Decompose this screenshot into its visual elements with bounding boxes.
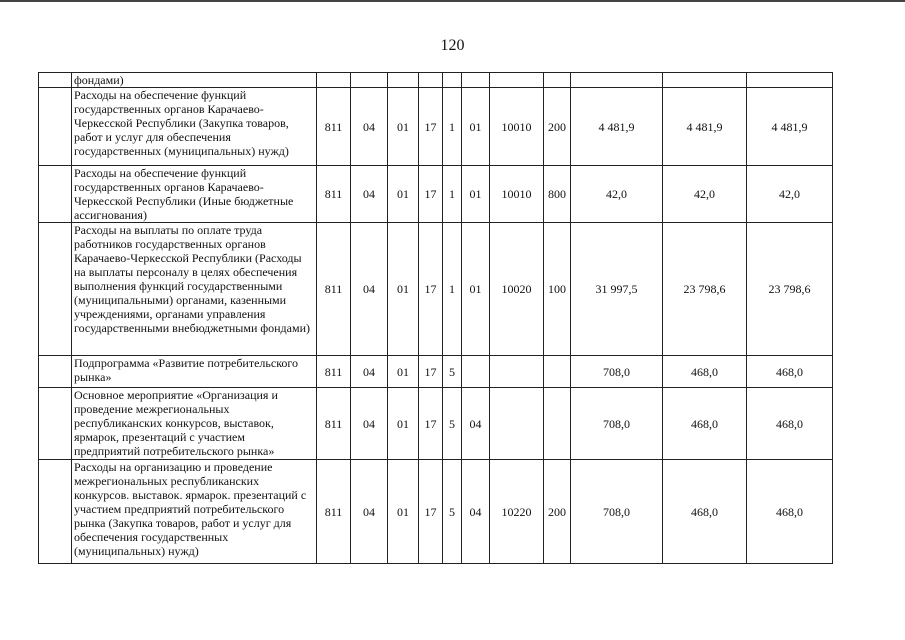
amount-year3-cell: 468,0 — [747, 356, 833, 388]
section-code-cell — [351, 73, 388, 88]
amount-year2-cell — [663, 73, 747, 88]
event-code-cell — [462, 356, 490, 388]
event-code-cell: 04 — [462, 460, 490, 564]
event-code-cell: 01 — [462, 166, 490, 223]
table-row — [39, 88, 833, 166]
expense-code-cell — [490, 73, 544, 88]
table-row — [39, 166, 833, 223]
subsection-code-cell: 01 — [388, 223, 419, 356]
section-code-cell: 04 — [351, 388, 388, 460]
amount-year3-cell: 4 481,9 — [747, 88, 833, 166]
subsection-code-cell: 01 — [388, 460, 419, 564]
row-name: фондами) — [72, 73, 317, 88]
amount-year1-cell: 708,0 — [571, 460, 663, 564]
amount-year2-cell: 23 798,6 — [663, 223, 747, 356]
amount-year2-cell: 468,0 — [663, 460, 747, 564]
amount-year3-cell — [747, 73, 833, 88]
subsection-code-cell — [388, 73, 419, 88]
expense-code-cell: 10220 — [490, 460, 544, 564]
subprogram-code-cell: 1 — [443, 166, 462, 223]
program-code-cell: 17 — [419, 166, 443, 223]
program-code-cell: 17 — [419, 356, 443, 388]
expense-code-cell — [490, 356, 544, 388]
subsection-code-cell: 01 — [388, 356, 419, 388]
admin-code-cell: 811 — [317, 388, 351, 460]
program-code-cell: 17 — [419, 88, 443, 166]
expense-type-cell: 200 — [544, 460, 571, 564]
amount-year1-cell: 42,0 — [571, 166, 663, 223]
amount-year1-cell: 708,0 — [571, 356, 663, 388]
table-row — [39, 356, 833, 388]
event-code-cell: 01 — [462, 88, 490, 166]
subprogram-code-cell: 1 — [443, 88, 462, 166]
expense-type-cell: 200 — [544, 88, 571, 166]
subsection-code-cell: 01 — [388, 388, 419, 460]
expense-type-cell: 800 — [544, 166, 571, 223]
budget-table — [38, 72, 833, 564]
admin-code-cell: 811 — [317, 166, 351, 223]
table-row — [39, 460, 833, 564]
row-name: Основное мероприятие «Организация и проведение межрегиональных республиканских конкурсов, выставок, ярмарок, презентаций с участием предприятий потребительского рынка» — [72, 388, 317, 460]
amount-year3-cell: 468,0 — [747, 460, 833, 564]
amount-year3-cell: 23 798,6 — [747, 223, 833, 356]
expense-type-cell: 100 — [544, 223, 571, 356]
page-number: 120 — [440, 37, 465, 54]
amount-year3-cell: 42,0 — [747, 166, 833, 223]
subprogram-code-cell: 1 — [443, 223, 462, 356]
section-code-cell: 04 — [351, 223, 388, 356]
amount-year1-cell: 31 997,5 — [571, 223, 663, 356]
expense-code-cell — [490, 388, 544, 460]
amount-year2-cell: 468,0 — [663, 388, 747, 460]
expense-code-cell: 10020 — [490, 223, 544, 356]
subsection-code-cell: 01 — [388, 88, 419, 166]
expense-code-cell: 10010 — [490, 166, 544, 223]
expense-type-cell — [544, 388, 571, 460]
program-code-cell — [419, 73, 443, 88]
program-code-cell: 17 — [419, 460, 443, 564]
amount-year2-cell: 468,0 — [663, 356, 747, 388]
admin-code-cell: 811 — [317, 223, 351, 356]
scan-top-edge — [0, 0, 905, 2]
expense-type-cell — [544, 356, 571, 388]
table-row — [39, 388, 833, 460]
row-name: Подпрограмма «Развитие потребительского рынка» — [72, 356, 317, 388]
event-code-cell: 04 — [462, 388, 490, 460]
amount-year2-cell: 42,0 — [663, 166, 747, 223]
admin-code-cell: 811 — [317, 356, 351, 388]
row-lead-cell — [39, 388, 72, 460]
event-code-cell — [462, 73, 490, 88]
subprogram-code-cell — [443, 73, 462, 88]
expense-code-cell: 10010 — [490, 88, 544, 166]
row-lead-cell — [39, 166, 72, 223]
row-lead-cell — [39, 460, 72, 564]
row-lead-cell — [39, 356, 72, 388]
admin-code-cell — [317, 73, 351, 88]
amount-year1-cell — [571, 73, 663, 88]
section-code-cell: 04 — [351, 460, 388, 564]
row-name: Расходы на организацию и проведение межрегиональных республиканских конкурсов. выставок. ярмарок. презентаций с участием предприятий потребительского рынка (Закупка товаров, работ и услуг для обеспечения государственных (муниципальных) нужд) — [72, 460, 317, 564]
section-code-cell: 04 — [351, 166, 388, 223]
row-name: Расходы на обеспечение функций государственных органов Карачаево-Черкесской Республики (Иные бюджетные ассигнования) — [72, 166, 317, 223]
subprogram-code-cell: 5 — [443, 460, 462, 564]
program-code-cell: 17 — [419, 388, 443, 460]
program-code-cell: 17 — [419, 223, 443, 356]
row-lead-cell — [39, 223, 72, 356]
section-code-cell: 04 — [351, 356, 388, 388]
section-code-cell: 04 — [351, 88, 388, 166]
amount-year2-cell: 4 481,9 — [663, 88, 747, 166]
table-row — [39, 73, 833, 88]
amount-year1-cell: 4 481,9 — [571, 88, 663, 166]
admin-code-cell: 811 — [317, 88, 351, 166]
subprogram-code-cell: 5 — [443, 388, 462, 460]
amount-year3-cell: 468,0 — [747, 388, 833, 460]
admin-code-cell: 811 — [317, 460, 351, 564]
table-row — [39, 223, 833, 356]
row-name: Расходы на обеспечение функций государственных органов Карачаево-Черкесской Республики (Закупка товаров, работ и услуг для обеспечения государственных (муниципальных) нужд) — [72, 88, 317, 166]
row-lead-cell — [39, 88, 72, 166]
row-name: Расходы на выплаты по оплате труда работников государственных органов Карачаево-Черкесской Республики (Расходы на выплаты персоналу в целях обеспечения выполнения функций государственными (муниципальными) органами, казенными учреждениями, органами управления государственными внебюджетными фондами) — [72, 223, 317, 356]
subsection-code-cell: 01 — [388, 166, 419, 223]
subprogram-code-cell: 5 — [443, 356, 462, 388]
expense-type-cell — [544, 73, 571, 88]
amount-year1-cell: 708,0 — [571, 388, 663, 460]
event-code-cell: 01 — [462, 223, 490, 356]
row-lead-cell — [39, 73, 72, 88]
